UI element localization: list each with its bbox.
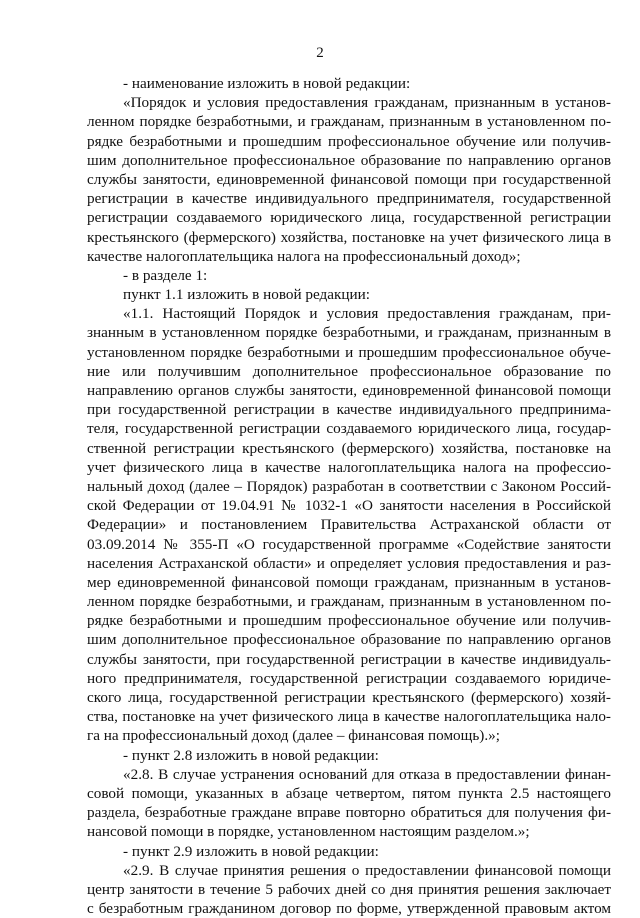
document-text	[87, 74, 611, 918]
text-line: населения Астраханской области» и определяет условия предоставления и раз-	[87, 554, 611, 572]
text-line: установленном порядке безработными и прошедшим профессиональное обуче-	[87, 343, 611, 361]
text-line: ства, постановке на учет физического лица в качестве налогоплательщика нало-	[87, 708, 611, 726]
text-line: теля, государственной регистрации создаваемого юридического лица, государ-	[87, 420, 611, 438]
text-line: - наименование изложить в новой редакции:	[123, 75, 411, 92]
text-line: совой помощи, указанных в абзаце четвертом, пятом пункта 2.5 настоящего	[87, 784, 611, 802]
text-line: - пункт 2.9 изложить в новой редакции:	[123, 842, 379, 860]
text-line: учет физического лица в качестве налогоплательщика налога на профессио-	[87, 458, 611, 476]
text-line: ственной регистрации крестьянского (фермерского) хозяйства, постановке на	[87, 439, 611, 457]
text-line: с безработным гражданином договор по форме, утвержденной правовым актом	[87, 900, 611, 918]
text-line: центр занятости в течение 5 рабочих дней со дня принятия решения заключает	[87, 880, 611, 898]
text-line: ской Федерации от 19.04.91 № 1032-1 «О занятости населения в Российской	[87, 497, 611, 515]
text-line: службы занятости, единовременной финансовой помощи при государственной	[87, 170, 611, 188]
text-line: ского лица, государственной регистрации крестьянского (фермерского) хозяй-	[87, 689, 611, 706]
text-line: ние или получившим дополнительное профессиональное образование по	[87, 362, 611, 380]
text-line: рядке безработными и прошедшим профессиональное обучение или получив-	[87, 612, 611, 630]
text-line: направлению органов службы занятости, единовременной финансовой помощи	[87, 382, 611, 399]
text-line: ного предпринимателя, государственной регистрации создаваемого юридиче-	[87, 669, 611, 687]
text-line: «2.9. В случае принятия решения о предоставлении финансовой помощи	[123, 861, 611, 879]
text-line: крестьянского (фермерского) хозяйства, постановке на учет физического лица в	[87, 228, 611, 246]
text-line: нальный доход (далее – Порядок) разработан в соответствии с Законом Россий-	[87, 477, 611, 495]
text-line: нансовой помощи в порядке, установленном настоящим разделом.»;	[87, 823, 530, 841]
text-line: рядке безработными и прошедшим профессиональное обучение или получив-	[87, 132, 611, 150]
text-line: пункт 1.1 изложить в новой редакции:	[123, 286, 371, 304]
text-line: шим дополнительное профессиональное образование по направлению органов	[87, 151, 611, 169]
text-line: ленном порядке безработными, и гражданам, признанным в установленном по-	[87, 593, 611, 611]
text-line: регистрации создаваемого юридического лица, государственной регистрации	[87, 209, 611, 227]
page-number: 2	[316, 45, 324, 61]
text-line: «1.1. Настоящий Порядок и условия предоставления гражданам, при-	[123, 305, 611, 323]
text-line: га на профессиональный доход (далее – финансовая помощь).»;	[87, 727, 500, 745]
text-line: - в разделе 1:	[123, 266, 208, 284]
text-line: ленном порядке безработными, и гражданам, признанным в установленном по-	[87, 113, 611, 131]
text-line: 03.09.2014 № 355-П «О государственной программе «Содействие занятости	[87, 535, 611, 553]
text-line: - пункт 2.8 изложить в новой редакции:	[123, 746, 379, 764]
text-line: мер единовременной финансовой помощи гражданам, признанным в установ-	[87, 573, 611, 591]
text-line: регистрации в качестве индивидуального предпринимателя, государственной	[87, 190, 611, 208]
text-line: службы занятости, при государственной регистрации в качестве индивидуаль-	[87, 650, 611, 668]
text-line: Федерации» и постановлением Правительства Астраханской области от	[87, 516, 611, 534]
text-line: шим дополнительное профессиональное образование по направлению органов	[87, 631, 611, 649]
text-line: качестве налогоплательщика налога на профессиональный доход»;	[87, 247, 521, 265]
text-line: раздела, безработные граждане вправе повторно обратиться для получения фи-	[87, 804, 611, 822]
text-line: «2.8. В случае устранения оснований для отказа в предоставлении финан-	[123, 765, 611, 783]
text-line: «Порядок и условия предоставления гражданам, признанным в установ-	[123, 94, 611, 112]
text-line: при государственной регистрации в качестве индивидуального предпринима-	[87, 401, 611, 419]
text-line: знанным в установленном порядке безработными, и гражданам, признанным в	[87, 324, 611, 342]
